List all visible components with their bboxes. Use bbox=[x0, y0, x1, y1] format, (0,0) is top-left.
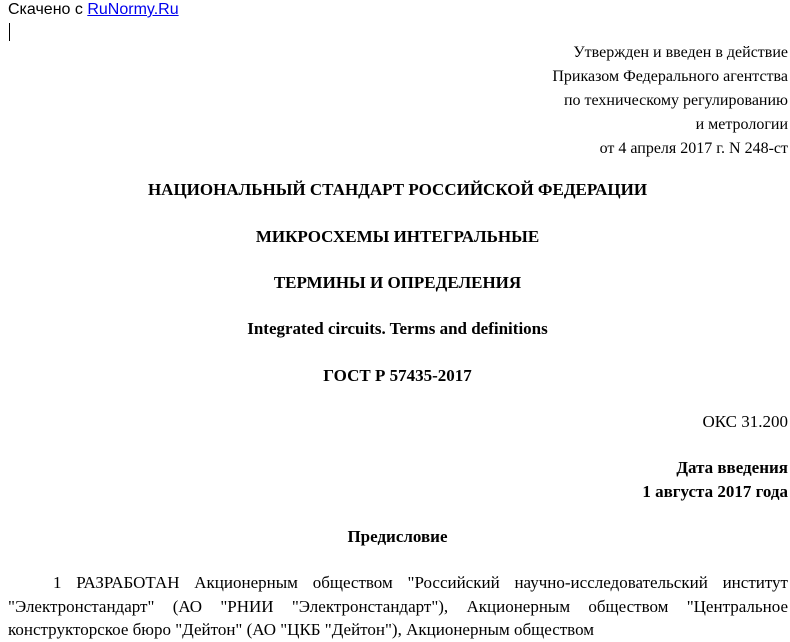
approval-block bbox=[552, 41, 788, 161]
download-source-line bbox=[8, 0, 179, 20]
introduction-date: 1 августа 2017 года bbox=[642, 482, 788, 501]
foreword-heading: Предисловие bbox=[347, 527, 448, 546]
approval-line-3: по техническому регулированию bbox=[563, 92, 788, 109]
standard-type-heading: НАЦИОНАЛЬНЫЙ СТАНДАРТ РОССИЙСКОЙ ФЕДЕРАЦИИ bbox=[147, 180, 648, 199]
text-cursor bbox=[9, 23, 10, 41]
approval-line-4: и метрологии bbox=[695, 116, 788, 133]
download-prefix-text: Скачено с bbox=[8, 1, 83, 18]
subject-heading: МИКРОСХЕМЫ ИНТЕГРАЛЬНЫЕ bbox=[255, 227, 540, 246]
oks-code: ОКС 31.200 bbox=[702, 412, 788, 431]
gost-number: ГОСТ Р 57435-2017 bbox=[323, 366, 472, 385]
approval-line-5: от 4 апреля 2017 г. N 248-ст bbox=[599, 140, 788, 157]
foreword-paragraph-1: 1 РАЗРАБОТАН Акционерным обществом "Российский научно-исследовательский институт "Электронстандарт" (АО "РНИИ "Электронстандарт"), Акционерным обществом "Центральное конструкторское бюро "Дейтон" (АО "ЦКБ "Дейтон"), Акционерным обществом bbox=[8, 573, 788, 639]
english-title: Integrated circuits. Terms and definitions bbox=[247, 319, 548, 338]
approval-line-1: Утвержден и введен в действие bbox=[573, 44, 788, 61]
subtitle-heading: ТЕРМИНЫ И ОПРЕДЕЛЕНИЯ bbox=[273, 273, 522, 292]
runormy-link[interactable]: RuNormy.Ru bbox=[87, 1, 179, 18]
approval-line-2: Приказом Федерального агентства bbox=[552, 68, 788, 85]
introduction-date-label: Дата введения bbox=[676, 458, 788, 477]
